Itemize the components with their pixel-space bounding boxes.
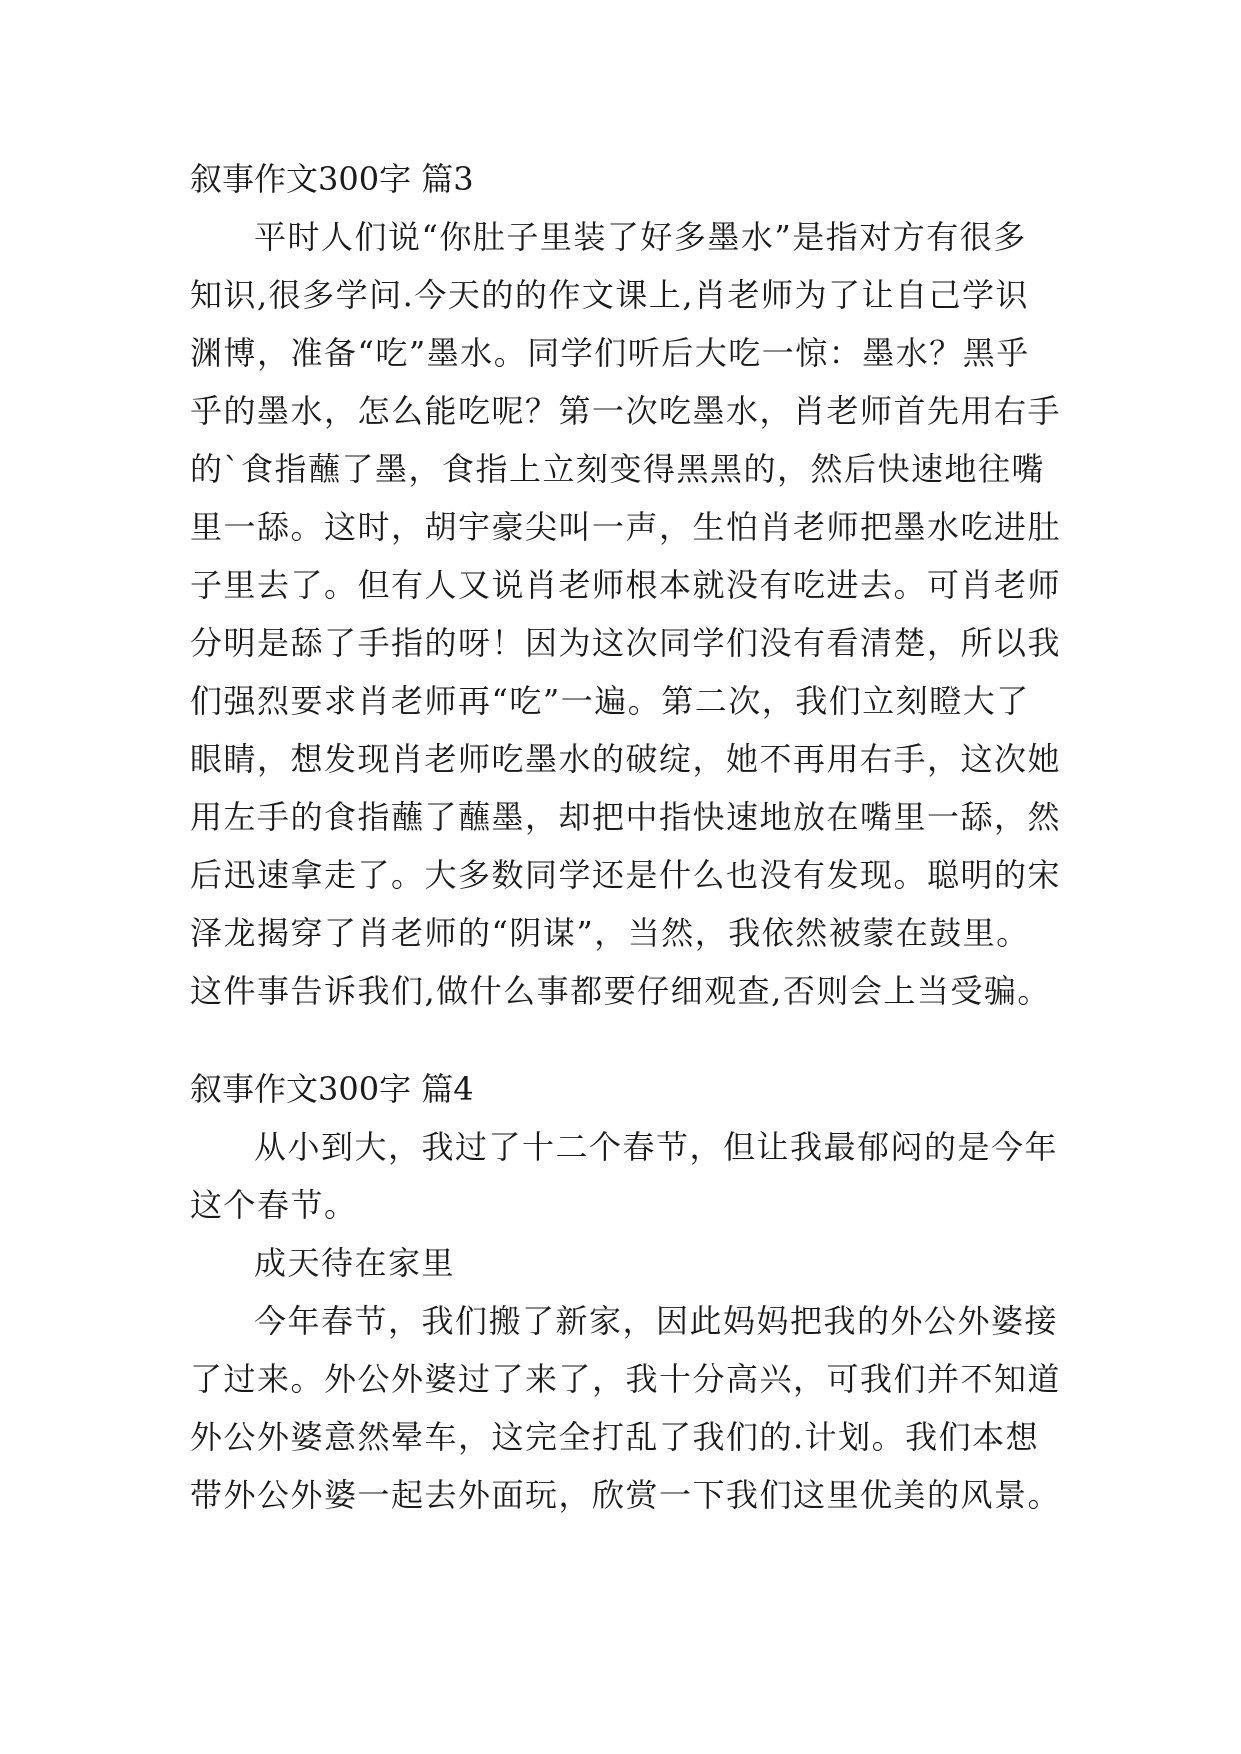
paragraph-line: 里一舔。这时，胡宇豪尖叫一声，生怕肖老师把墨水吃进肚 [190,508,1062,546]
paragraph-line: 带外公外婆一起去外面玩，欣赏一下我们这里优美的风景。 [190,1476,1062,1514]
document-page [190,150,1070,1564]
paragraph-line: 这件事告诉我们,做什么事都要仔细观查,否则会上当受骗。 [190,972,1051,1010]
paragraph-line: 的`食指蘸了墨，食指上立刻变得黑黑的，然后快速地往嘴 [190,450,1046,488]
paragraph-line: 今年春节，我们搬了新家，因此妈妈把我的外公外婆接 [254,1302,1059,1340]
paragraph-line: 用左手的食指蘸了蘸墨，却把中指快速地放在嘴里一舔，然 [190,798,1062,836]
section-3 [190,150,1070,1020]
section-title: 叙事作文300字 篇3 [190,160,474,198]
paragraph-line: 乎的墨水，怎么能吃呢？第一次吃墨水，肖老师首先用右手 [190,392,1062,430]
subheading: 成天待在家里 [254,1244,456,1282]
paragraph-line: 这个春节。 [190,1186,358,1224]
section-4 [190,1060,1070,1524]
paragraph-line: 从小到大，我过了十二个春节，但让我最郁闷的是今年 [254,1128,1059,1166]
paragraph-line: 知识,很多学问.今天的的作文课上,肖老师为了让自己学识 [190,276,1030,314]
section-title: 叙事作文300字 篇4 [190,1070,474,1108]
paragraph-line: 了过来。外公外婆过了来了，我十分高兴，可我们并不知道 [190,1360,1062,1398]
paragraph-line: 分明是舔了手指的呀！因为这次同学们没有看清楚，所以我 [190,624,1062,662]
paragraph-line: 泽龙揭穿了肖老师的“阴谋”，当然，我依然被蒙在鼓里。 [190,914,1030,952]
paragraph-line: 渊博，准备“吃”墨水。同学们听后大吃一惊：墨水？黑乎 [190,334,1030,372]
paragraph-line: 平时人们说“你肚子里装了好多墨水”是指对方有很多 [254,218,1027,256]
paragraph-line: 子里去了。但有人又说肖老师根本就没有吃进去。可肖老师 [190,566,1062,604]
paragraph-line: 外公外婆意然晕车，这完全打乱了我们的.计划。我们本想 [190,1418,1040,1456]
paragraph-line: 眼睛，想发现肖老师吃墨水的破绽，她不再用右手，这次她 [190,740,1062,778]
paragraph-line: 们强烈要求肖老师再“吃”一遍。第二次，我们立刻瞪大了 [190,682,1030,720]
paragraph-line: 后迅速拿走了。大多数同学还是什么也没有发现。聪明的宋 [190,856,1062,894]
